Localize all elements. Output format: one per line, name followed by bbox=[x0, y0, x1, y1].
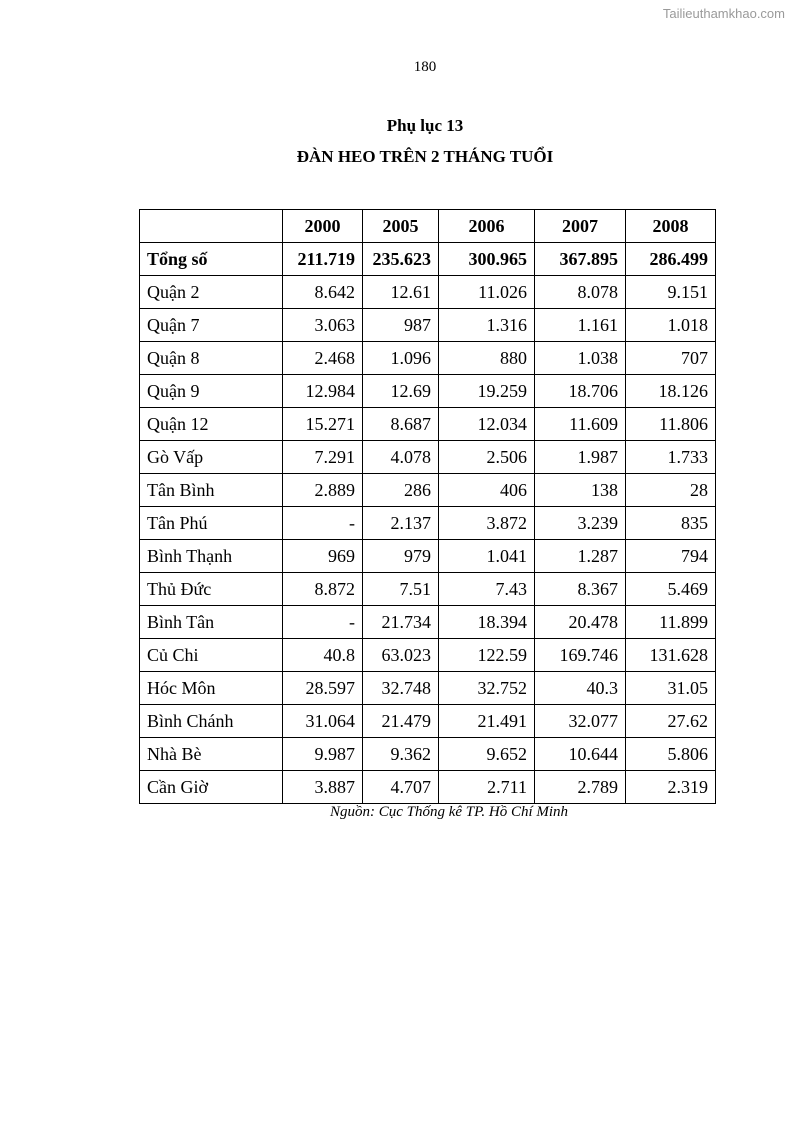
table-cell: 1.287 bbox=[535, 540, 626, 573]
table-cell: 2.889 bbox=[283, 474, 363, 507]
table-cell: 1.316 bbox=[439, 309, 535, 342]
table-cell: 286 bbox=[363, 474, 439, 507]
table-cell: 5.469 bbox=[626, 573, 716, 606]
table-cell: 122.59 bbox=[439, 639, 535, 672]
header-cell: 2008 bbox=[626, 210, 716, 243]
table-cell: 32.748 bbox=[363, 672, 439, 705]
table-cell: 367.895 bbox=[535, 243, 626, 276]
table-cell: 9.362 bbox=[363, 738, 439, 771]
table-row bbox=[140, 408, 716, 441]
table-cell: 32.077 bbox=[535, 705, 626, 738]
table-row bbox=[140, 474, 716, 507]
table-row bbox=[140, 606, 716, 639]
table-cell: 1.096 bbox=[363, 342, 439, 375]
table-cell: 4.707 bbox=[363, 771, 439, 804]
table-cell: 11.899 bbox=[626, 606, 716, 639]
table-row bbox=[140, 705, 716, 738]
livestock-table bbox=[139, 209, 716, 804]
table-row bbox=[140, 276, 716, 309]
table-cell: 18.706 bbox=[535, 375, 626, 408]
table-cell: 9.151 bbox=[626, 276, 716, 309]
table-cell: 406 bbox=[439, 474, 535, 507]
table-cell: 2.137 bbox=[363, 507, 439, 540]
table-cell: 3.872 bbox=[439, 507, 535, 540]
table-cell: 3.063 bbox=[283, 309, 363, 342]
table-cell: 27.62 bbox=[626, 705, 716, 738]
table-cell: 32.752 bbox=[439, 672, 535, 705]
table-title: ĐÀN HEO TRÊN 2 THÁNG TUỔI bbox=[296, 147, 554, 166]
source-note: Nguồn: Cục Thống kê TP. Hồ Chí Minh bbox=[329, 804, 569, 820]
row-label: Tân Phú bbox=[140, 507, 283, 540]
table-cell: 31.064 bbox=[283, 705, 363, 738]
table-cell: 40.8 bbox=[283, 639, 363, 672]
table-cell: 28 bbox=[626, 474, 716, 507]
table-cell: 5.806 bbox=[626, 738, 716, 771]
table-cell: 19.259 bbox=[439, 375, 535, 408]
table-cell: 8.078 bbox=[535, 276, 626, 309]
table-cell: 11.026 bbox=[439, 276, 535, 309]
table-cell: 4.078 bbox=[363, 441, 439, 474]
table-cell: 7.51 bbox=[363, 573, 439, 606]
table-cell: 21.734 bbox=[363, 606, 439, 639]
table-row bbox=[140, 738, 716, 771]
table-cell: 11.806 bbox=[626, 408, 716, 441]
header-cell: 2006 bbox=[439, 210, 535, 243]
header-cell bbox=[140, 210, 283, 243]
row-label: Quận 8 bbox=[140, 342, 283, 375]
table-cell: - bbox=[283, 606, 363, 639]
table-cell: 11.609 bbox=[535, 408, 626, 441]
row-label: Tổng số bbox=[140, 243, 283, 276]
table-cell: 9.987 bbox=[283, 738, 363, 771]
table-cell: 7.43 bbox=[439, 573, 535, 606]
table-row bbox=[140, 771, 716, 804]
table-row bbox=[140, 672, 716, 705]
table-cell: 18.126 bbox=[626, 375, 716, 408]
row-label: Quận 2 bbox=[140, 276, 283, 309]
row-label: Tân Bình bbox=[140, 474, 283, 507]
row-label: Thủ Đức bbox=[140, 573, 283, 606]
table-cell: 131.628 bbox=[626, 639, 716, 672]
table-cell: 835 bbox=[626, 507, 716, 540]
header-row bbox=[140, 210, 716, 243]
row-label: Nhà Bè bbox=[140, 738, 283, 771]
table-row bbox=[140, 375, 716, 408]
table-cell: 12.984 bbox=[283, 375, 363, 408]
table-cell: 8.367 bbox=[535, 573, 626, 606]
table-cell: 2.711 bbox=[439, 771, 535, 804]
table-cell: 1.987 bbox=[535, 441, 626, 474]
row-label: Quận 7 bbox=[140, 309, 283, 342]
table-cell: 7.291 bbox=[283, 441, 363, 474]
row-label: Hóc Môn bbox=[140, 672, 283, 705]
table-cell: 12.61 bbox=[363, 276, 439, 309]
table-row bbox=[140, 573, 716, 606]
table-cell: 300.965 bbox=[439, 243, 535, 276]
table-cell: 969 bbox=[283, 540, 363, 573]
table-cell: 40.3 bbox=[535, 672, 626, 705]
table-cell: 20.478 bbox=[535, 606, 626, 639]
table-cell: 3.887 bbox=[283, 771, 363, 804]
table-cell: 8.872 bbox=[283, 573, 363, 606]
table-cell: 2.506 bbox=[439, 441, 535, 474]
table-cell: 63.023 bbox=[363, 639, 439, 672]
table-cell: 1.041 bbox=[439, 540, 535, 573]
table-cell: 138 bbox=[535, 474, 626, 507]
table-cell: 21.479 bbox=[363, 705, 439, 738]
table-cell: 12.69 bbox=[363, 375, 439, 408]
table-cell: 880 bbox=[439, 342, 535, 375]
table-cell: 286.499 bbox=[626, 243, 716, 276]
row-label: Quận 12 bbox=[140, 408, 283, 441]
table-cell: - bbox=[283, 507, 363, 540]
table-cell: 3.239 bbox=[535, 507, 626, 540]
table-cell: 211.719 bbox=[283, 243, 363, 276]
table-body bbox=[140, 243, 716, 804]
appendix-label: Phụ lục 13 bbox=[386, 116, 464, 135]
table-cell: 28.597 bbox=[283, 672, 363, 705]
total-row bbox=[140, 243, 716, 276]
table-cell: 1.018 bbox=[626, 309, 716, 342]
row-label: Củ Chi bbox=[140, 639, 283, 672]
row-label: Quận 9 bbox=[140, 375, 283, 408]
table-cell: 169.746 bbox=[535, 639, 626, 672]
table-cell: 2.468 bbox=[283, 342, 363, 375]
table-cell: 12.034 bbox=[439, 408, 535, 441]
table-row bbox=[140, 342, 716, 375]
table-row bbox=[140, 639, 716, 672]
table-cell: 235.623 bbox=[363, 243, 439, 276]
table-row bbox=[140, 309, 716, 342]
row-label: Cần Giờ bbox=[140, 771, 283, 804]
table-cell: 979 bbox=[363, 540, 439, 573]
table-cell: 18.394 bbox=[439, 606, 535, 639]
table-row bbox=[140, 507, 716, 540]
table-cell: 15.271 bbox=[283, 408, 363, 441]
table-cell: 707 bbox=[626, 342, 716, 375]
row-label: Bình Thạnh bbox=[140, 540, 283, 573]
header-cell: 2000 bbox=[283, 210, 363, 243]
watermark: Tailieuthamkhao.com bbox=[662, 6, 785, 21]
table-cell: 21.491 bbox=[439, 705, 535, 738]
table-row bbox=[140, 441, 716, 474]
table-cell: 987 bbox=[363, 309, 439, 342]
table-cell: 9.652 bbox=[439, 738, 535, 771]
table-cell: 2.789 bbox=[535, 771, 626, 804]
page-number: 180 bbox=[413, 59, 437, 75]
table-cell: 1.038 bbox=[535, 342, 626, 375]
table-row bbox=[140, 540, 716, 573]
row-label: Bình Tân bbox=[140, 606, 283, 639]
table-cell: 1.161 bbox=[535, 309, 626, 342]
table-cell: 10.644 bbox=[535, 738, 626, 771]
header-cell: 2005 bbox=[363, 210, 439, 243]
table-cell: 2.319 bbox=[626, 771, 716, 804]
table-cell: 794 bbox=[626, 540, 716, 573]
table-cell: 8.642 bbox=[283, 276, 363, 309]
table-cell: 31.05 bbox=[626, 672, 716, 705]
table-cell: 1.733 bbox=[626, 441, 716, 474]
row-label: Gò Vấp bbox=[140, 441, 283, 474]
row-label: Bình Chánh bbox=[140, 705, 283, 738]
header-cell: 2007 bbox=[535, 210, 626, 243]
table-cell: 8.687 bbox=[363, 408, 439, 441]
